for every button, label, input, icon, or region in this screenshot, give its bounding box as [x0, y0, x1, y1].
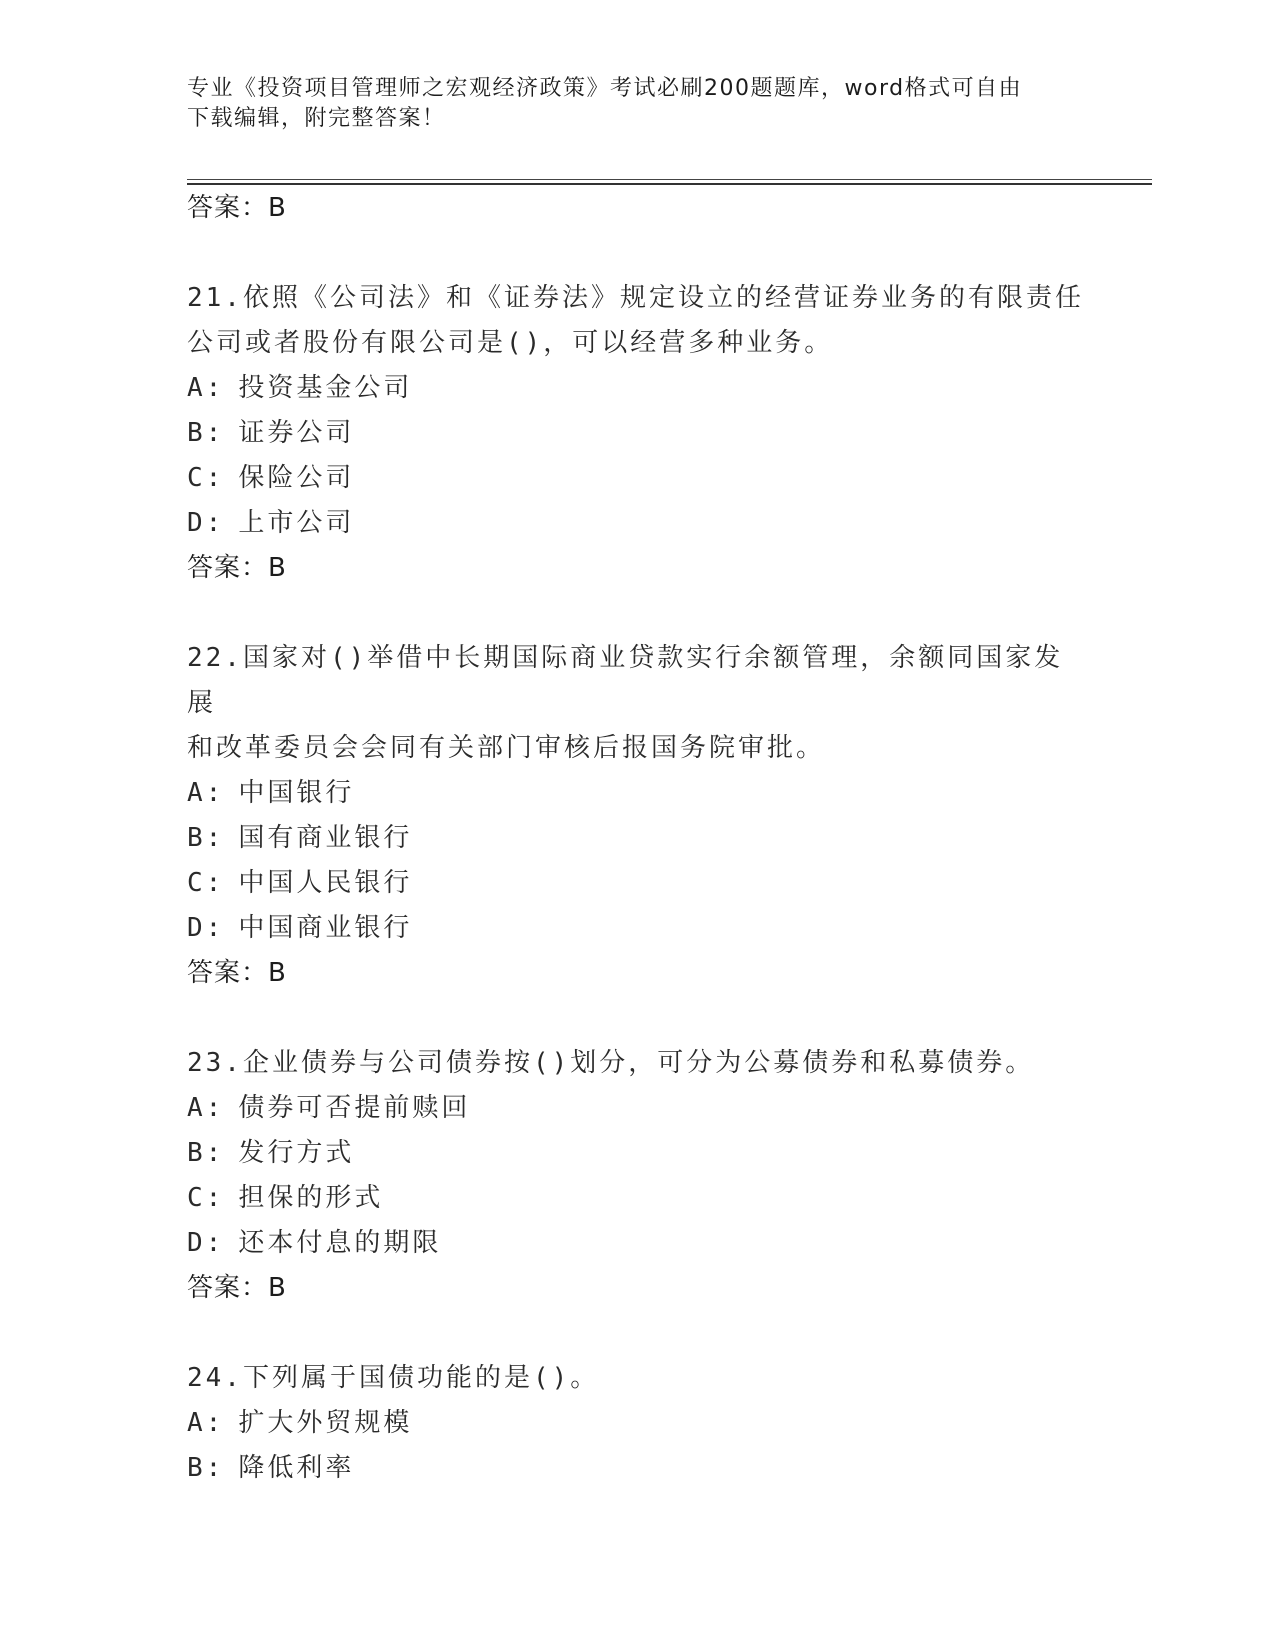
option-b: [187, 411, 1087, 456]
option-text: 国有商业银行: [238, 823, 413, 853]
option-label: C:: [187, 463, 225, 493]
option-a: [187, 366, 1087, 411]
option-c: [187, 1176, 1087, 1221]
answer-line: 答案：B: [187, 958, 287, 988]
header-divider-thin: [187, 179, 1152, 180]
question-stem-line: 和改革委员会会同有关部门审核后报国务院审批。: [187, 733, 826, 763]
answer-line: 答案：B: [187, 553, 287, 583]
option-text: 扩大外贸规模: [238, 1408, 413, 1438]
option-label: D:: [187, 508, 225, 538]
question-stem: [187, 1041, 1087, 1086]
option-text: 降低利率: [238, 1453, 355, 1483]
option-label: C:: [187, 868, 225, 898]
question-stem-line: 22.国家对()举借中长期国际商业贷款实行余额管理，余额同国家发展: [187, 643, 1064, 718]
option-text: 保险公司: [238, 463, 355, 493]
option-text: 担保的形式: [238, 1183, 384, 1213]
option-d: [187, 501, 1087, 546]
answer-line: 答案：B: [187, 1273, 287, 1303]
option-a: [187, 1086, 1087, 1131]
option-text: 中国银行: [238, 778, 355, 808]
question-stem-line: 公司或者股份有限公司是()，可以经营多种业务。: [187, 328, 834, 358]
option-c: [187, 861, 1087, 906]
option-text: 投资基金公司: [238, 373, 413, 403]
document-body: [187, 186, 1087, 1491]
option-d: [187, 906, 1087, 951]
question-22: [187, 636, 1087, 996]
option-text: 债券可否提前赎回: [238, 1093, 471, 1123]
option-b: [187, 1446, 1087, 1491]
option-text: 上市公司: [238, 508, 355, 538]
option-text: 中国人民银行: [238, 868, 413, 898]
option-label: B:: [187, 1138, 225, 1168]
option-text: 还本付息的期限: [238, 1228, 442, 1258]
option-label: D:: [187, 913, 225, 943]
option-text: 发行方式: [238, 1138, 355, 1168]
option-label: B:: [187, 1453, 225, 1483]
question-stem: [187, 276, 1087, 366]
option-label: B:: [187, 823, 225, 853]
option-a: [187, 771, 1087, 816]
question-stem: [187, 636, 1087, 771]
document-header: [187, 74, 1067, 134]
option-b: [187, 1131, 1087, 1176]
header-divider-thick: [187, 183, 1152, 185]
option-d: [187, 1221, 1087, 1266]
option-label: A:: [187, 1093, 225, 1123]
option-c: [187, 456, 1087, 501]
header-line-2: 下载编辑，附完整答案！: [187, 106, 446, 131]
option-a: [187, 1401, 1087, 1446]
question-23: [187, 1041, 1087, 1311]
option-label: D:: [187, 1228, 225, 1258]
answer-line: 答案：B: [187, 193, 287, 223]
question-21: [187, 276, 1087, 591]
option-label: B:: [187, 418, 225, 448]
option-b: [187, 816, 1087, 861]
option-label: A:: [187, 1408, 225, 1438]
header-line-1: 专业《投资项目管理师之宏观经济政策》考试必刷200题题库，word格式可自由: [187, 76, 1023, 101]
option-label: C:: [187, 1183, 225, 1213]
question-24: [187, 1356, 1087, 1491]
question-stem-line: 21.依照《公司法》和《证券法》规定设立的经营证券业务的有限责任: [187, 283, 1084, 313]
question-stem-line: 23.企业债券与公司债券按()划分，可分为公募债券和私募债券。: [187, 1048, 1035, 1078]
option-label: A:: [187, 778, 225, 808]
option-label: A:: [187, 373, 225, 403]
option-text: 证券公司: [238, 418, 355, 448]
question-stem: [187, 1356, 1087, 1401]
question-stem-line: 24.下列属于国债功能的是()。: [187, 1363, 600, 1393]
option-text: 中国商业银行: [238, 913, 413, 943]
